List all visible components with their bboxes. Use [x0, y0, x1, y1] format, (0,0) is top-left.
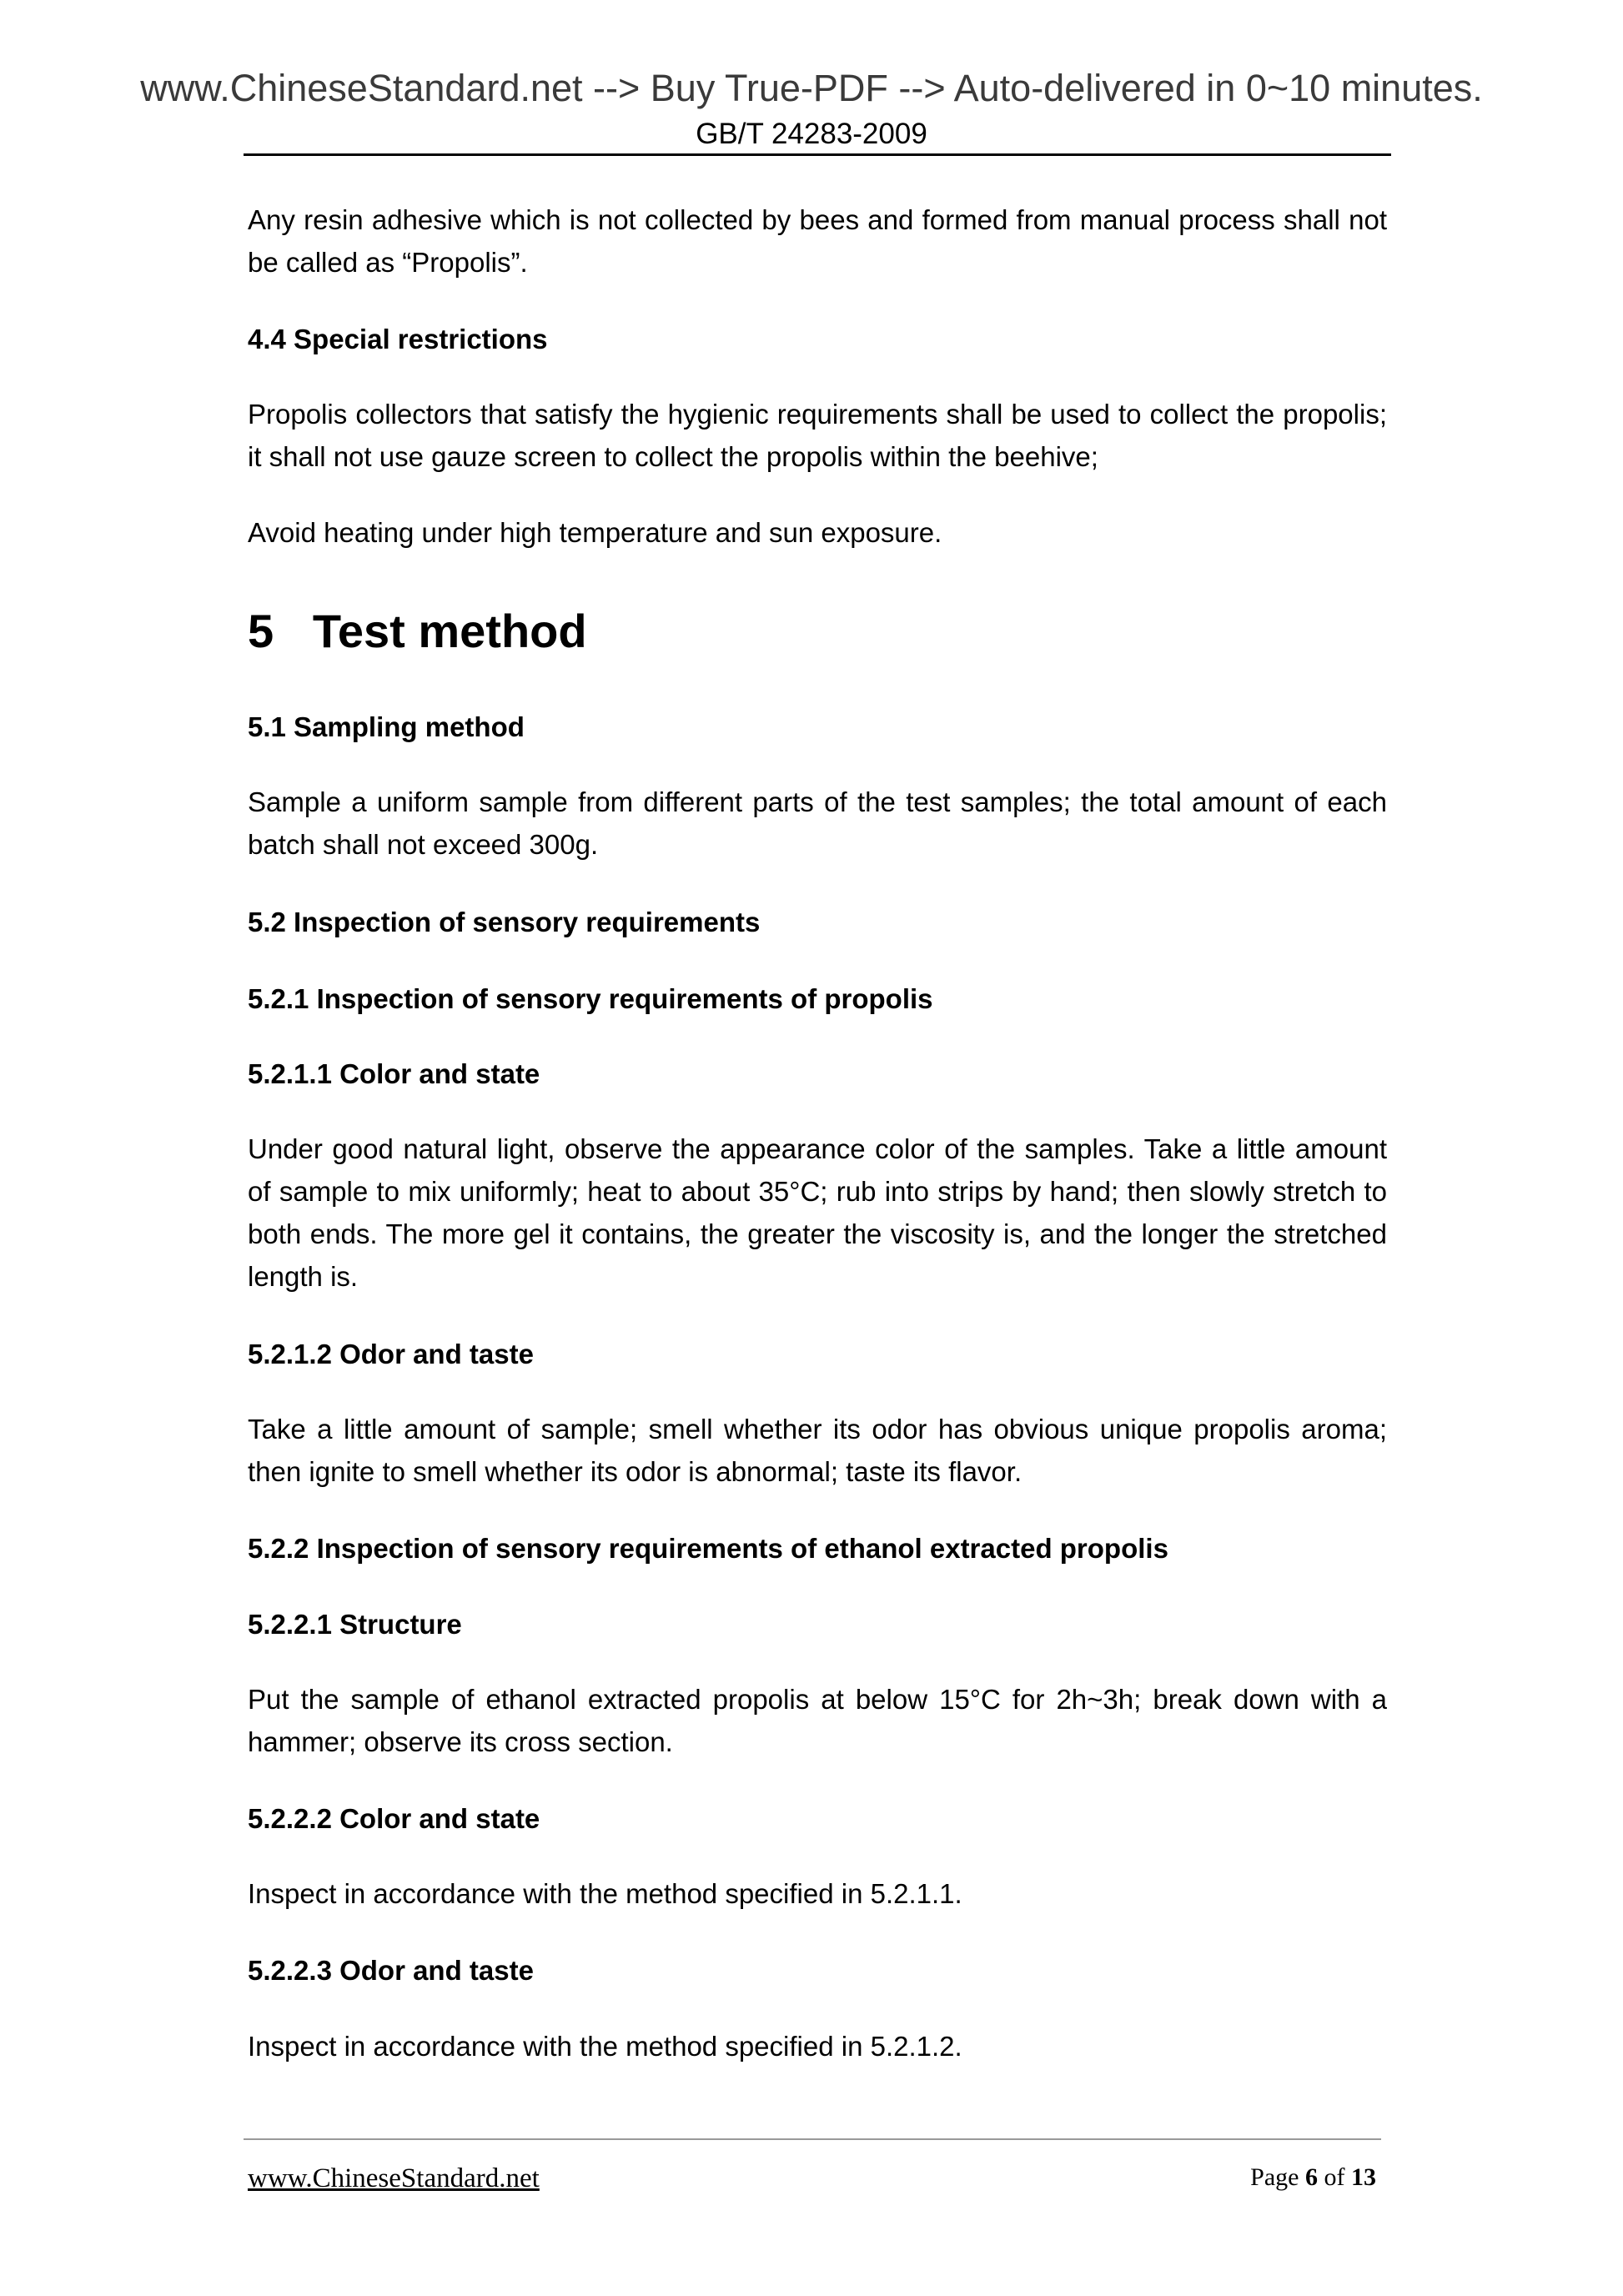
page-current: 6 — [1305, 2163, 1318, 2191]
paragraph-heating: Avoid heating under high temperature and sun exposure. — [248, 517, 942, 548]
footer-site-link[interactable]: www.ChineseStandard.net — [248, 2163, 540, 2193]
paragraph-sampling: Sample a uniform sample from different parts of the test samples; the total amount of each batch shall not exceed 300g. — [248, 786, 1387, 860]
page-total: 13 — [1351, 2163, 1376, 2191]
footer-divider — [244, 2138, 1381, 2140]
heading-5-2-2-1: 5.2.2.1 Structure — [248, 1609, 462, 1640]
heading-5-2-1-1: 5.2.1.1 Color and state — [248, 1058, 540, 1089]
heading-4-4: 4.4 Special restrictions — [248, 324, 548, 354]
heading-5-2-1: 5.2.1 Inspection of sensory requirements of propolis — [248, 983, 933, 1014]
paragraph-collectors: Propolis collectors that satisfy the hygienic requirements shall be used to collect the propolis; it shall not use gauze screen to collect the propolis within the beehive; — [248, 399, 1387, 472]
heading-5-2: 5.2 Inspection of sensory requirements — [248, 907, 761, 937]
paragraph-color: Under good natural light, observe the appearance color of the samples. Take a little amount of sample to mix uniformly; heat to about 35°C; rub into strips by hand; then slowly stretch to both ends. The more gel it contains, the greater the viscosity is, and the longer the stretched length is. — [248, 1133, 1387, 1292]
heading-5-2-2-3: 5.2.2.3 Odor and taste — [248, 1955, 534, 1986]
paragraph-odor: Take a little amount of sample; smell whether its odor has obvious unique propolis aroma; then ignite to smell whether its odor is abnormal; taste its flavor. — [248, 1414, 1387, 1487]
paragraph-resin: Any resin adhesive which is not collected by bees and formed from manual process shall not be called as “Propolis”. — [248, 204, 1387, 278]
paragraph-5-2-2-3: Inspect in accordance with the method specified in 5.2.1.2. — [248, 2031, 962, 2062]
header-banner: www.ChineseStandard.net --> Buy True-PDF --> Auto-delivered in 0~10 minutes. — [140, 67, 1483, 109]
heading-5-2-2-2: 5.2.2.2 Color and state — [248, 1803, 540, 1834]
page-number — [1250, 2163, 1376, 2192]
header-divider — [244, 153, 1391, 156]
heading-5-2-1-2: 5.2.1.2 Odor and taste — [248, 1339, 534, 1369]
paragraph-5-2-2-2: Inspect in accordance with the method specified in 5.2.1.1. — [248, 1878, 962, 1909]
page-of: of — [1318, 2163, 1351, 2191]
heading-5: 5 Test method — [248, 605, 587, 657]
heading-5-2-2: 5.2.2 Inspection of sensory requirements of ethanol extracted propolis — [248, 1533, 1168, 1564]
heading-5-1: 5.1 Sampling method — [248, 711, 525, 742]
standard-code: GB/T 24283-2009 — [696, 118, 927, 150]
page-prefix: Page — [1250, 2163, 1305, 2191]
paragraph-structure: Put the sample of ethanol extracted propolis at below 15°C for 2h~3h; break down with a hammer; observe its cross section. — [248, 1684, 1387, 1757]
